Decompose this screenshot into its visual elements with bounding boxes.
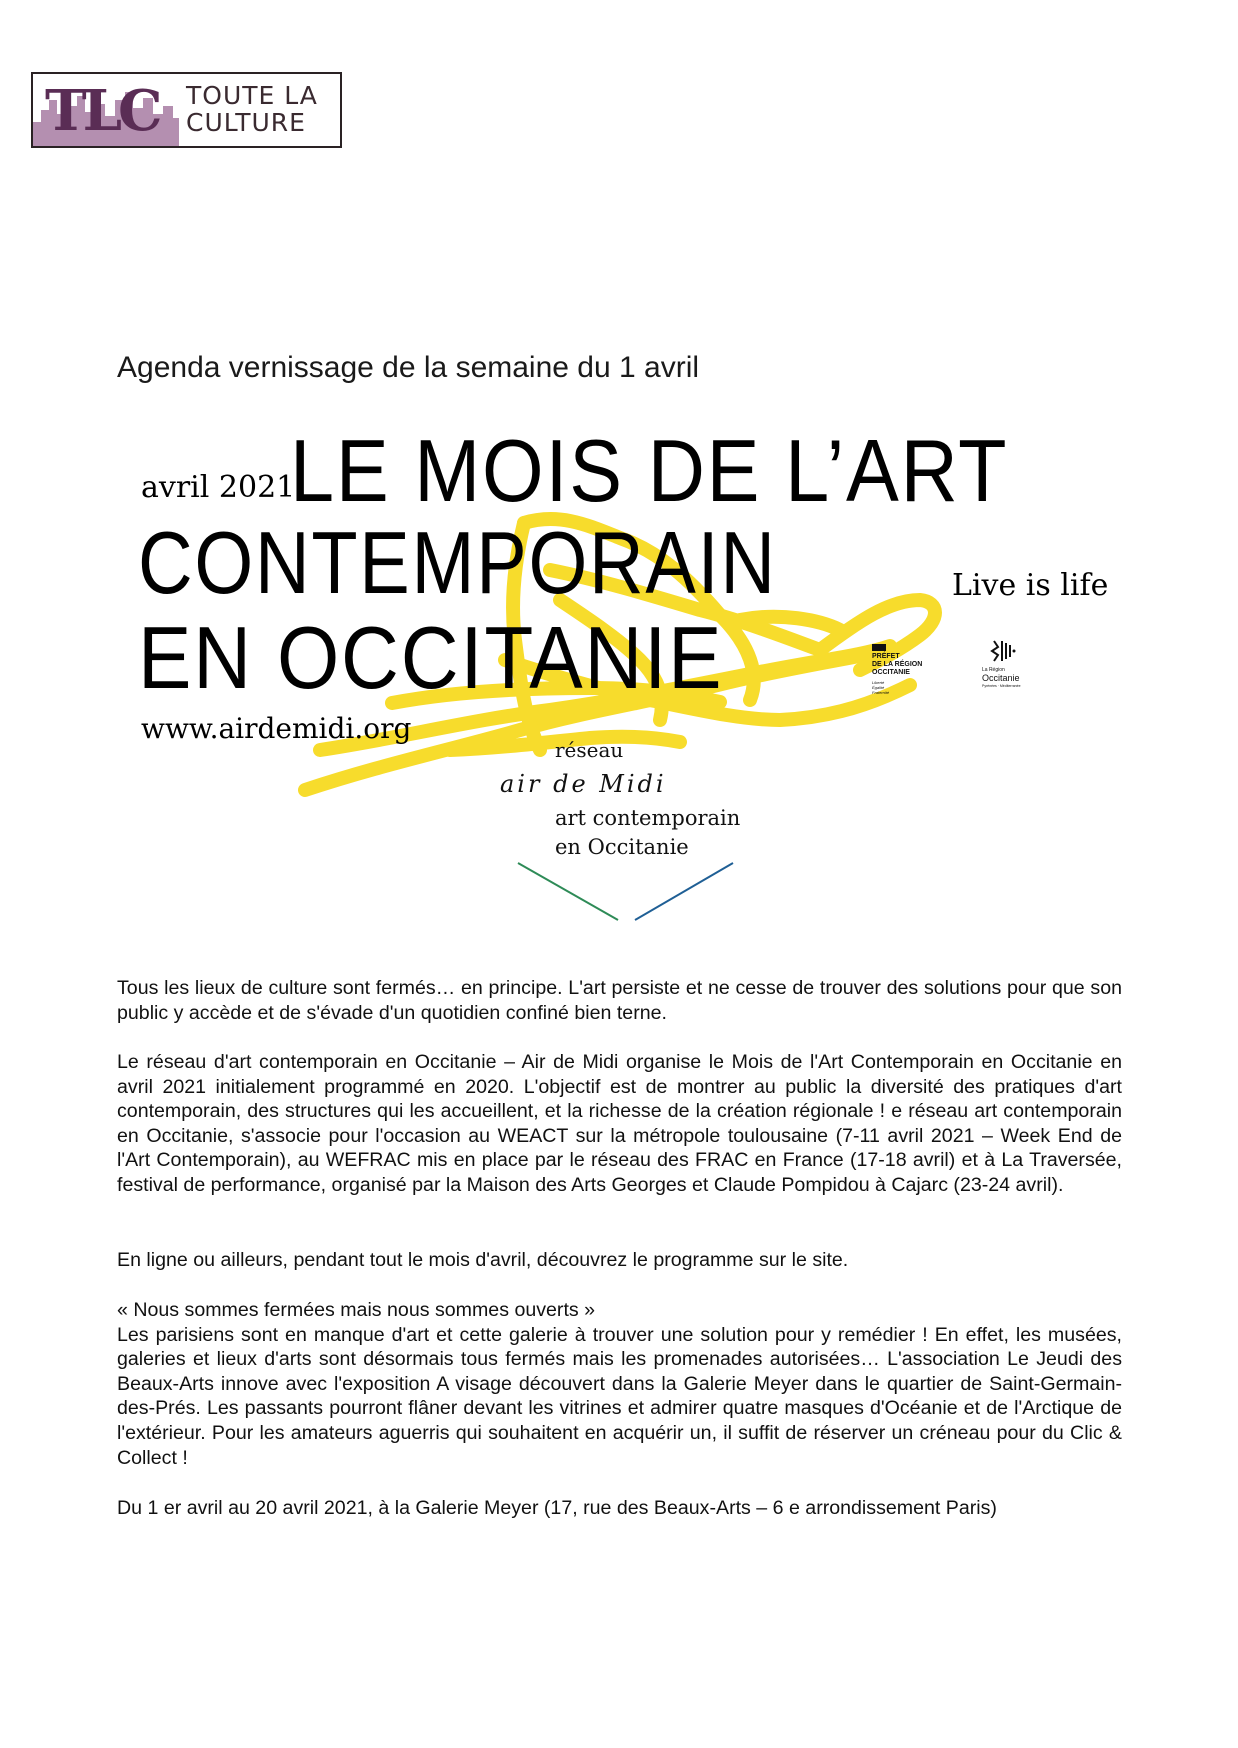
article-paragraph-5 <box>117 1496 1122 1521</box>
network-line2: en Occitanie <box>555 835 689 859</box>
article-paragraph-1 <box>117 976 1122 1025</box>
region-line3: Pyrénées · Méditerranée <box>982 684 1021 688</box>
paragraph-text: Tous les lieux de culture sont fermés… en principe. L'art persiste et ne cesse de trouver des solutions pour que son public y accède et de s'évade d'un quotidien confiné bien terne. <box>117 977 1122 1024</box>
prefet-line1: PRÉFET <box>872 653 900 660</box>
article-section-galerie-meyer <box>117 1298 1122 1470</box>
paragraph-text: Les parisiens sont en manque d'art et cette galerie à trouver une solution pour y remédier ! En effet, les musées, galeries et lieux d'arts sont désormais tous fermés mais les promenades autorisées… L'association Le Jeudi des Beaux-Arts innove avec l'exposition A visage découvert dans la Galerie Meyer dans le quartier de Saint-Germain-des-Prés. Les passants pourront flâner devant les vitrines et admirer quatre masques d'Océanie et de l'Arctique de l'extérieur. Pour les amateurs aguerris qui souhaitent en acquérir un, il suffit de réserver un créneau pour du Clic & Collect ! <box>117 1323 1122 1469</box>
poster-title-line3: EN OCCITANIE <box>138 608 724 707</box>
article-paragraph-2 <box>117 1050 1122 1198</box>
article-paragraph-3 <box>117 1248 1122 1273</box>
page-heading: Agenda vernissage de la semaine du 1 avril <box>117 351 700 384</box>
prefet-motto3: Fraternité <box>872 690 890 695</box>
prefet-motto1: Liberté <box>872 680 885 685</box>
poster-tagline: Live is life <box>952 568 1109 603</box>
logo-name-line2: CULTURE <box>186 108 306 137</box>
paragraph-text: En ligne ou ailleurs, pendant tout le mois d'avril, découvrez le programme sur le site. <box>117 1249 849 1271</box>
event-poster <box>120 420 1140 940</box>
quote-title: « Nous sommes fermées mais nous sommes ouverts » <box>117 1299 596 1321</box>
network-v-mark-icon <box>515 860 745 930</box>
poster-date: avril 2021 <box>141 470 296 505</box>
poster-title-line2: CONTEMPORAIN <box>138 513 777 612</box>
prefet-motto2: Égalité <box>872 685 885 690</box>
prefet-line2: DE LA RÉGION <box>872 661 923 668</box>
poster-url: www.airdemidi.org <box>141 712 412 745</box>
poster-title-line1: LE MOIS DE L’ART <box>290 421 1009 520</box>
event-details: Du 1 er avril au 20 avril 2021, à la Galerie Meyer (17, rue des Beaux-Arts – 6 e arrondissement Paris) <box>117 1497 997 1519</box>
region-line2: Occitanie <box>982 673 1020 683</box>
network-line1: art contemporain <box>555 806 741 830</box>
logo-wordmark <box>186 82 318 136</box>
paragraph-text: Le réseau d'art contemporain en Occitanie – Air de Midi organise le Mois de l'Art Contemporain en Occitanie en avril 2021 initialement programmé en 2020. L'objectif est de montrer au public la diversité des pratiques d'art contemporain, des structures qui les accueillent, et la richesse de la création régionale ! e réseau art contemporain en Occitanie, s'associe pour l'occasion au WEACT sur la métropole toulousaine (7-11 avril 2021 – Week End de l'Art Contemporain), au WEFRAC mis en place par le réseau des FRAC en France (17-18 avril) et à La Traversée, festival de performance, organisé par la Maison des Arts Georges et Claude Pompidou à Cajarc (23-24 avril). <box>117 1051 1122 1196</box>
prefet-occitanie-logo <box>872 644 942 704</box>
prefet-line3: OCCITANIE <box>872 669 910 676</box>
logo-initials: TLC <box>45 78 159 144</box>
toute-la-culture-logo <box>31 72 342 148</box>
network-script: air de Midi <box>500 770 667 798</box>
occitan-cross-icon <box>986 637 1018 665</box>
flag-icon <box>872 644 886 651</box>
region-line1: La Région <box>982 667 1005 673</box>
region-occitanie-logo <box>974 637 1034 697</box>
logo-name-line1: TOUTE LA <box>186 81 318 110</box>
network-label: réseau <box>555 738 624 762</box>
